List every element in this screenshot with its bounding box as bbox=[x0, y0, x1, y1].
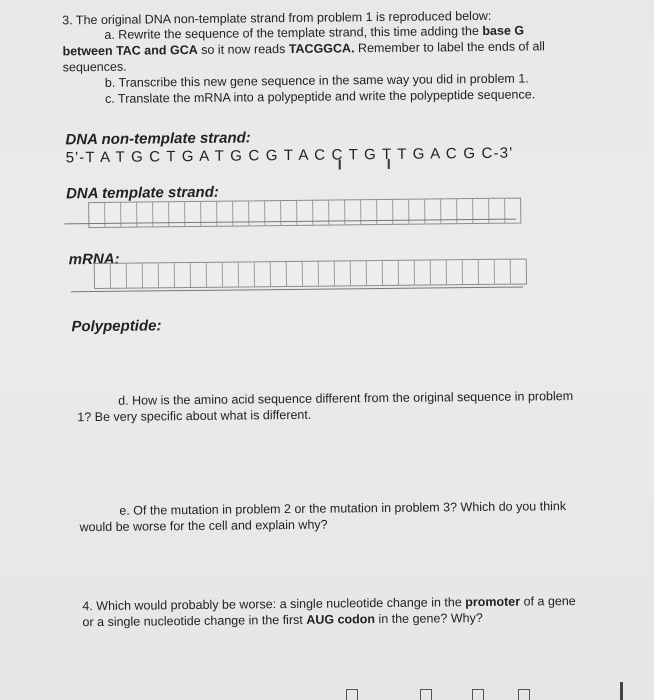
cut-off-shape-5 bbox=[620, 682, 623, 700]
qd-line2: 1? Be very specific about what is different. bbox=[77, 407, 312, 425]
q3c-text: c. Translate the mRNA into a polypeptide and write the polypeptide sequence. bbox=[104, 87, 536, 106]
handwritten-mark-2 bbox=[388, 159, 390, 169]
q3-intro: 3. The original DNA non-template strand from problem 1 is reproduced below: bbox=[62, 8, 492, 28]
q3a-line2: between TAC and GCA so it now reads TACGGCA. Remember to label the ends of all bbox=[62, 39, 545, 59]
qe-line1: e. Of the mutation in problem 2 or the mutation in problem 3? Which do you think bbox=[119, 499, 567, 518]
qe-line2: would be worse for the cell and explain why? bbox=[79, 517, 328, 535]
q3a-line3: sequences. bbox=[62, 59, 127, 75]
q3b-text: b. Transcribe this new gene sequence in the same way you did in problem 1. bbox=[104, 71, 529, 90]
dna-template-answer-boxes[interactable] bbox=[88, 198, 521, 229]
dna-nontemplate-sequence: 5'-T A T G C T G A T G C G T A C C T G T T G A C G C-3' bbox=[65, 144, 514, 167]
handwritten-mark-1 bbox=[339, 159, 341, 169]
cut-off-shape-3 bbox=[472, 689, 484, 700]
cut-off-shape-2 bbox=[420, 689, 432, 700]
cut-off-shape-1 bbox=[346, 689, 358, 700]
polypeptide-label: Polypeptide: bbox=[71, 317, 162, 336]
mrna-answer-boxes[interactable] bbox=[94, 258, 527, 289]
dna-template-label: DNA template strand: bbox=[65, 183, 219, 203]
mrna-label: mRNA: bbox=[68, 250, 120, 269]
qd-line1: d. How is the amino acid sequence different from the original sequence in problem bbox=[118, 389, 574, 408]
cut-off-shape-4 bbox=[518, 689, 530, 700]
q3a-line1: a. Rewrite the sequence of the template strand, this time adding the base G bbox=[104, 23, 525, 42]
dna-nontemplate-label: DNA non-template strand: bbox=[65, 129, 251, 149]
q4-line1: 4. Which would probably be worse: a single nucleotide change in the promoter of a gene bbox=[82, 594, 576, 614]
q4-line2: or a single nucleotide change in the first AUG codon in the gene? Why? bbox=[82, 610, 483, 630]
